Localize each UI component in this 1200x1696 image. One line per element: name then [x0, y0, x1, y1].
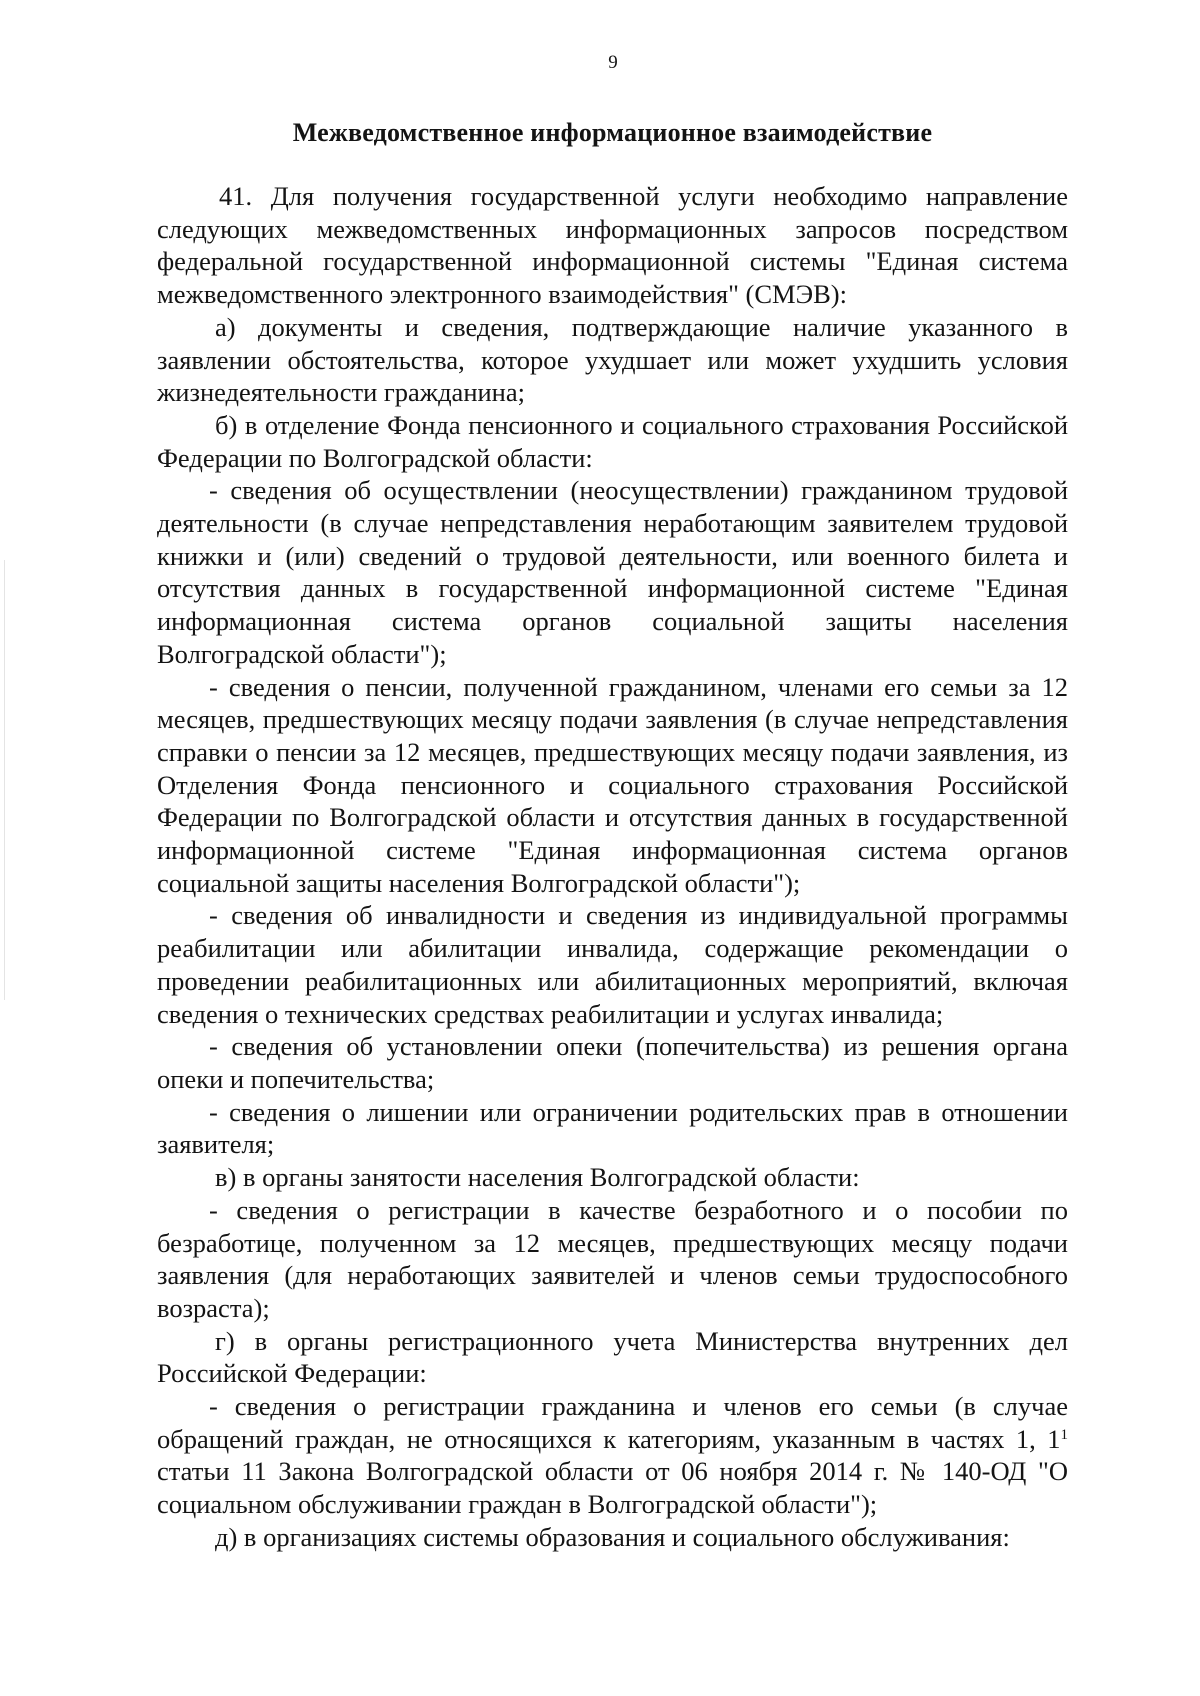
paragraph-g-registration [157, 1390, 1068, 1521]
paragraph-d: д) в организациях системы образования и социального обслуживания: [215, 1521, 1010, 1552]
paragraph-b-guardianship: - сведения об установлении опеки (попечительства) из решения органа опеки и попечительства; [157, 1031, 1068, 1094]
paragraph-a: а) документы и сведения, подтверждающие наличие указанного в заявлении обстоятельства, которое ухудшает или может ухудшить условия жизнедеятельности гражданина; [157, 311, 1068, 408]
registration-text-start: - сведения о регистрации гражданина и членов его семьи (в случае обращений граждан, не относящихся к категориям, указанным в частях 1, 1 [157, 1391, 1068, 1454]
registration-text-end: статьи 11 Закона Волгоградской области от 06 ноября 2014 г. № 140-ОД "О социальном обслуживании граждан в Волгоградской области"); [157, 1456, 1068, 1520]
paragraph-b-disability: - сведения об инвалидности и сведения из индивидуальной программы реабилитации или абилитации инвалида, содержащие рекомендации о проведении реабилитационных или абилитационных мероприятий, включая сведения о технических средствах реабилитации и услугах инвалида; [157, 900, 1068, 1029]
paragraph-v-unemployment: - сведения о регистрации в качестве безработного и о пособии по безработице, полученном за 12 месяцев, предшествующих месяцу подачи заявления (для неработающих заявителей и членов семьи трудоспособного возраста); [157, 1194, 1068, 1323]
paragraph-b-parental-rights: - сведения о лишении или ограничении родительских прав в отношении заявителя; [157, 1096, 1068, 1160]
section-heading: Межведомственное информационное взаимодействие [292, 118, 933, 147]
scan-margin-line [4, 560, 5, 1000]
paragraph-41: 41. Для получения государственной услуги необходимо направление следующих межведомственных информационных запросов посредством федеральной государственной информационной системы "Единая система межведомственного электронного взаимодействия" (СМЭВ): [157, 181, 1068, 310]
page-number: 9 [608, 52, 618, 73]
paragraph-b-labor-activity: - сведения об осуществлении (неосуществлении) гражданином трудовой деятельности (в случае непредставления неработающим заявителем трудовой книжки и (или) сведений о трудовой деятельности, или военного билета и отсутствия данных в государственной информационной системе "Единая информационная система органов социальной защиты населения Волгоградской области"); [157, 475, 1068, 669]
paragraph-g: г) в органы регистрационного учета Министерства внутренних дел Российской Федерации: [157, 1325, 1068, 1389]
paragraph-v: в) в органы занятости населения Волгоградской области: [215, 1162, 860, 1193]
superscript: 1 [1060, 1426, 1068, 1443]
paragraph-b: б) в отделение Фонда пенсионного и социального страхования Российской Федерации по Волгоградской области: [157, 409, 1068, 473]
document-body [157, 180, 1068, 1554]
paragraph-b-pension: - сведения о пенсии, полученной гражданином, членами его семьи за 12 месяцев, предшествующих месяцу подачи заявления (в случае непредставления справки о пенсии за 12 месяцев, предшествующих месяцу подачи заявления, из Отделения Фонда пенсионного и социального страхования Российской Федерации по Волгоградской области и отсутствия данных в государственной информационной системе "Единая информационная система органов социальной защиты населения Волгоградской области"); [157, 671, 1068, 898]
